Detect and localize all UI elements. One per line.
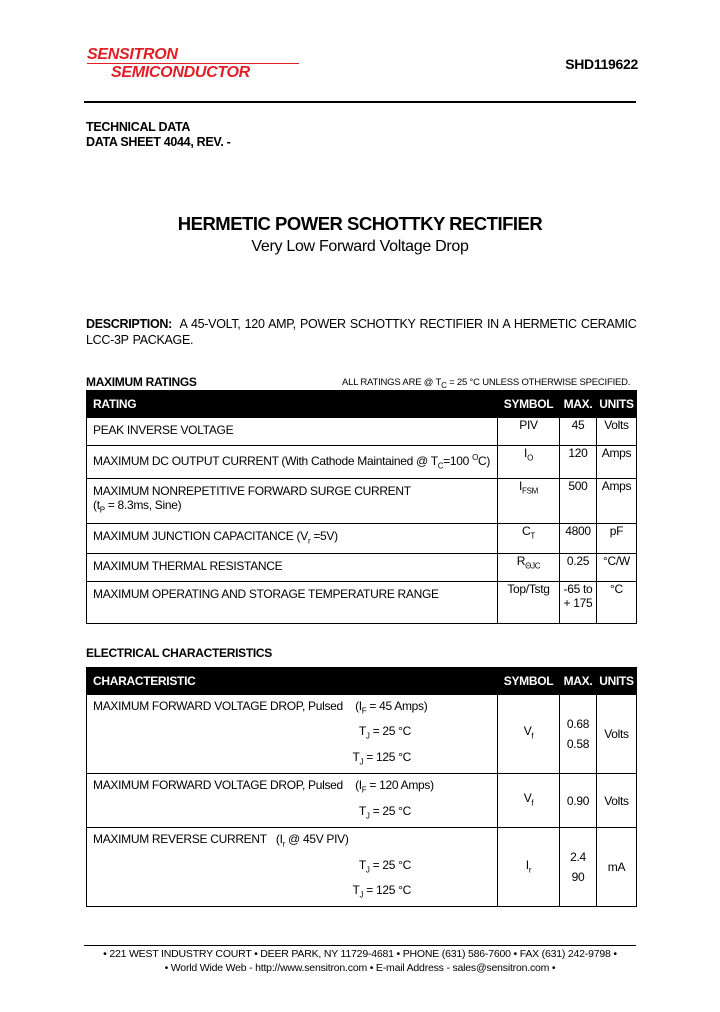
header-divider bbox=[84, 101, 636, 103]
table-row: MAXIMUM OPERATING AND STORAGE TEMPERATURE RANGE Top/Tstg -65 to + 175 °C bbox=[87, 582, 637, 624]
company-name-line2: SEMICONDUCTOR bbox=[111, 64, 250, 81]
table-row: MAXIMUM THERMAL RESISTANCE $R_{\Theta JC}$ 0.25 °C/W bbox=[87, 554, 637, 582]
col-max: MAX. bbox=[560, 391, 597, 418]
footer-address: • 221 WEST INDUSTRY COURT • DEER PARK, NY 11729-4681 • PHONE (631) 586-7600 • FAX (631) 242-9798 • bbox=[103, 948, 617, 960]
col-characteristic: CHARACTERISTIC bbox=[87, 668, 498, 695]
col-symbol: SYMBOL bbox=[498, 668, 560, 695]
description-label: DESCRIPTION: bbox=[86, 317, 172, 331]
col-max: MAX. bbox=[560, 668, 597, 695]
table-row: MAXIMUM NONREPETITIVE FORWARD SURGE CURRENT ($t_P = 8.3ms$, Sine) $I_{FSM}$ 500 Amps bbox=[87, 479, 637, 523]
table-header-row bbox=[87, 391, 637, 418]
page-subtitle: Very Low Forward Voltage Drop bbox=[251, 238, 469, 255]
max-ratings-heading: MAXIMUM RATINGS bbox=[86, 375, 197, 389]
electrical-table bbox=[86, 667, 637, 907]
ratings-note: ALL RATINGS ARE @ $T_C = 25$ °C UNLESS OTHERWISE SPECIFIED. bbox=[342, 377, 631, 390]
description-text: A 45-VOLT, 120 AMP, POWER SCHOTTKY RECTIFIER IN A HERMETIC CERAMIC LCC-3P PACKAGE. bbox=[86, 317, 637, 347]
doc-info-line2: DATA SHEET 4044, REV. - bbox=[86, 135, 231, 149]
table-row: MAXIMUM DC OUTPUT CURRENT (With Cathode Maintained @ $T_C=100$ $^O$C) $I_O$ 120 Amps bbox=[87, 446, 637, 479]
col-symbol: SYMBOL bbox=[498, 391, 560, 418]
max-ratings-table bbox=[86, 390, 637, 624]
table-row: MAXIMUM FORWARD VOLTAGE DROP, Pulsed ($I_F = 120$ Amps) $T_J = 25$ °C $V_f$ 0.90 Volts bbox=[87, 774, 637, 828]
table-header-row bbox=[87, 668, 637, 695]
col-units: UNITS bbox=[596, 391, 636, 418]
table-row: MAXIMUM FORWARD VOLTAGE DROP, Pulsed ($I_F = 45$ Amps) $T_J = 25$ °C $T_J = 125$ °C $V_f$ 0.68 0.58 Volts bbox=[87, 695, 637, 774]
doc-info bbox=[86, 120, 231, 150]
col-rating: RATING bbox=[87, 391, 498, 418]
table-row: MAXIMUM JUNCTION CAPACITANCE $(V_r =5V)$ $C_T$ 4800 pF bbox=[87, 523, 637, 553]
footer-divider bbox=[84, 945, 636, 946]
page-title: HERMETIC POWER SCHOTTKY RECTIFIER bbox=[177, 213, 543, 234]
table-row: PEAK INVERSE VOLTAGE PIV 45 Volts bbox=[87, 418, 637, 446]
electrical-heading: ELECTRICAL CHARACTERISTICS bbox=[86, 646, 272, 660]
footer-web: • World Wide Web - http://www.sensitron.com • E-mail Address - sales@sensitron.com • bbox=[164, 962, 556, 974]
table-row: MAXIMUM REVERSE CURRENT ($I_r$ @ 45V PIV) $T_J = 25$ °C $T_J = 125$ °C $I_r$ 2.4 90 mA bbox=[87, 828, 637, 907]
description bbox=[86, 316, 638, 348]
company-name-line1: SENSITRON bbox=[87, 46, 178, 63]
company-logo bbox=[87, 46, 299, 81]
doc-info-line1: TECHNICAL DATA bbox=[86, 120, 191, 134]
part-number: SHD119622 bbox=[565, 56, 638, 72]
col-units: UNITS bbox=[596, 668, 636, 695]
